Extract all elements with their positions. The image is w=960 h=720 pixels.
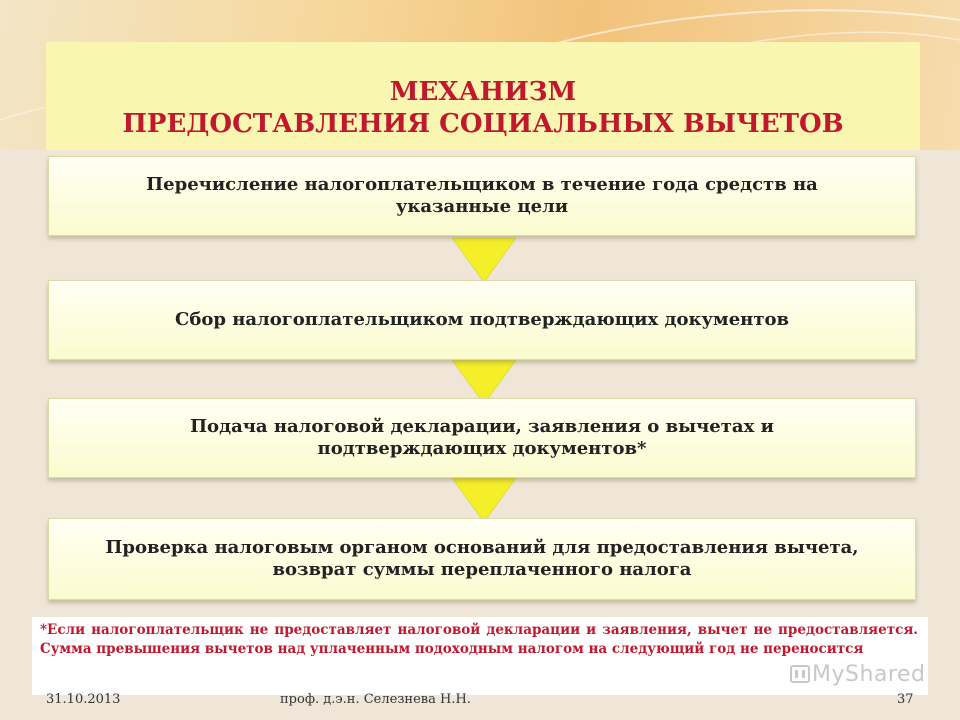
- slide-title-line1: МЕХАНИЗМ: [389, 77, 577, 107]
- step-collect-documents: [48, 280, 916, 360]
- page-number: 37: [897, 692, 914, 707]
- step-text-line2: указанные цели: [395, 196, 569, 217]
- step-tax-authority-check: [48, 518, 916, 600]
- down-arrow-icon: [450, 476, 518, 524]
- footer-date: 31.10.2013: [46, 692, 121, 707]
- step-submit-declaration: [48, 398, 916, 478]
- footnote: *Если налогоплательщик не предоставляет налоговой декларации и заявления, вычет не предоставляется. Сумма превышения вычетов над уплаченным подоходным налогом на следующий год не переносится: [32, 617, 928, 695]
- footer-author: проф. д.э.н. Селезнева Н.Н.: [280, 692, 471, 707]
- step-text-line1: Перечисление налогоплательщиком в течение года средств на: [146, 174, 818, 195]
- title-panel: [46, 42, 920, 150]
- slide-title-line2: ПРЕДОСТАВЛЕНИЯ СОЦИАЛЬНЫХ ВЫЧЕТОВ: [122, 109, 844, 139]
- watermark-text: MyShared: [812, 662, 926, 687]
- myshared-logo-icon: [790, 662, 810, 684]
- step-text-line1: Проверка налоговым органом оснований для предоставления вычета,: [105, 537, 859, 558]
- slide-title: [46, 76, 920, 140]
- watermark: [790, 662, 925, 687]
- step-text-line1: Подача налоговой декларации, заявления о вычетах и: [190, 416, 774, 437]
- step-text-line1: Сбор налогоплательщиком подтверждающих документов: [175, 309, 789, 330]
- step-text-line2: подтверждающих документов*: [317, 438, 647, 459]
- step-text-line2: возврат суммы переплаченного налога: [272, 559, 692, 580]
- step-transfer-funds: [48, 156, 916, 236]
- down-arrow-icon: [450, 236, 518, 284]
